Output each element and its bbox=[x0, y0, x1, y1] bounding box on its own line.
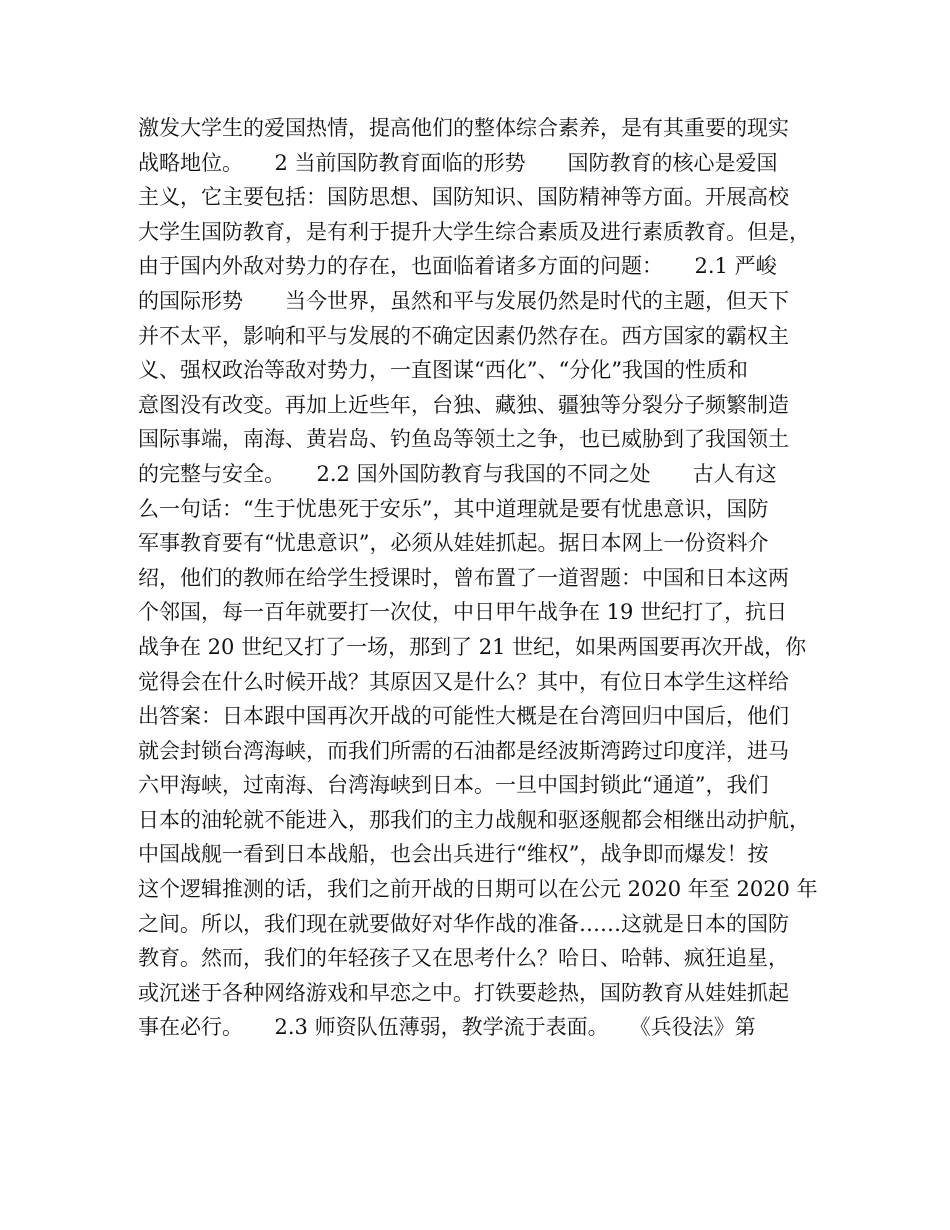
text-line: 这个逻辑推测的话，我们之前开战的日期可以在公元 2020 年至 2020 年 bbox=[138, 877, 818, 902]
text-line: 的完整与安全。 2.2 国外国防教育与我国的不同之处 古人有这 bbox=[138, 461, 777, 486]
text-line: 激发大学生的爱国热情，提高他们的整体综合素养，是有其重要的现实 bbox=[138, 116, 789, 140]
body-text bbox=[138, 111, 828, 1045]
text-line: 么一句话：“生于忧患死于安乐”，其中道理就是要有忧患意识，国防 bbox=[138, 496, 769, 521]
text-line: 军事教育要有“忧患意识”，必须从娃娃抓起。据日本网上一份资料介 bbox=[138, 531, 769, 556]
text-line: 之间。所以，我们现在就要做好对华作战的准备……这就是日本的国防 bbox=[138, 911, 789, 936]
text-line: 的国际形势 当今世界，虽然和平与发展仍然是时代的主题，但天下 bbox=[138, 288, 789, 313]
text-line: 绍，他们的教师在给学生授课时，曾布置了一道習题：中国和日本这两 bbox=[138, 565, 789, 590]
text-line: 义、强权政治等敌对势力，一直图谋“西化”、“分化”我国的性质和 bbox=[138, 358, 748, 383]
text-line: 就会封锁台湾海峡，而我们所需的石油都是经波斯湾跨过印度洋，进马 bbox=[138, 738, 789, 763]
text-line: 战争在 20 世纪又打了一场，那到了 21 世纪，如果两国要再次开战，你 bbox=[138, 634, 807, 659]
text-line: 由于国内外敌对势力的存在，也面临着诸多方面的问题： 2.1 严峻 bbox=[138, 254, 777, 279]
text-line: 战略地位。 2 当前国防教育面临的形势 国防教育的核心是爱国 bbox=[138, 150, 778, 175]
text-line: 大学生国防教育，是有利于提升大学生综合素质及进行素质教育。但是， bbox=[138, 219, 810, 244]
text-line: 中国战舰一看到日本战船，也会出兵进行“维权”，战争即而爆发！按 bbox=[138, 842, 769, 867]
text-line: 意图没有改变。再加上近些年，台独、藏独、疆独等分裂分子频繁制造 bbox=[138, 392, 789, 417]
text-line: 国际事端，南海、黄岩岛、钓鱼岛等领土之争，也已威胁到了我国领土 bbox=[138, 427, 789, 452]
text-line: 事在必行。 2.3 师资队伍薄弱，教学流于表面。 《兵役法》第 bbox=[138, 1015, 756, 1040]
text-line: 六甲海峡，过南海、台湾海峡到日本。一旦中国封锁此“通道”，我们 bbox=[138, 773, 769, 798]
text-line: 出答案：日本跟中国再次开战的可能性大概是在台湾回归中国后，他们 bbox=[138, 704, 789, 729]
text-line: 或沉迷于各种网络游戏和早恋之中。打铁要趁热，国防教育从娃娃抓起 bbox=[138, 980, 789, 1005]
text-line: 日本的油轮就不能进入，那我们的主力战舰和驱逐舰都会相继出动护航， bbox=[138, 807, 810, 832]
text-line: 觉得会在什么时候开战？其原因又是什么？其中，有位日本学生这样给 bbox=[138, 669, 789, 694]
text-line: 并不太平，影响和平与发展的不确定因素仍然存在。西方国家的霸权主 bbox=[138, 323, 789, 348]
text-line: 教育。然而，我们的年轻孩子又在思考什么？哈日、哈韩、疯狂追星， bbox=[138, 946, 789, 971]
text-line: 个邻国，每一百年就要打一次仗，中日甲午战争在 19 世纪打了，抗日 bbox=[138, 600, 788, 625]
text-line: 主义，它主要包括：国防思想、国防知识、国防精神等方面。开展高校 bbox=[138, 185, 789, 210]
